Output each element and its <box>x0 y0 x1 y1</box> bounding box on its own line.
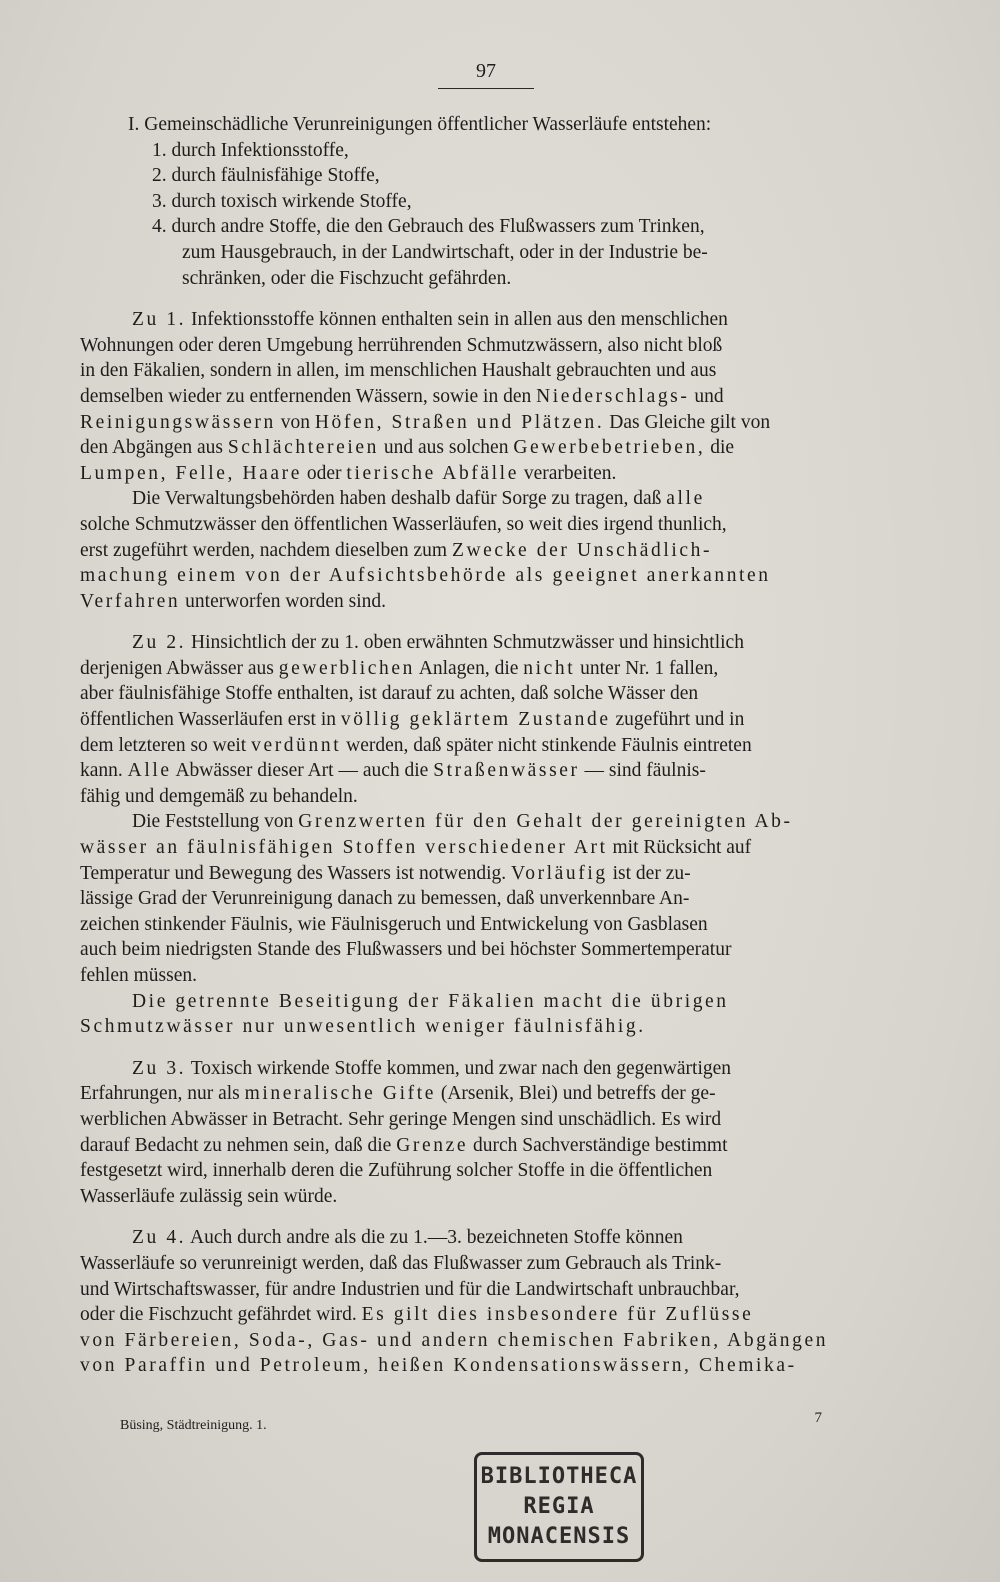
paragraph-zu2: Zu 2. Hinsichtlich der zu 1. oben erwähnten Schmutzwässer und hinsichtlich <box>132 632 744 654</box>
text-line: in den Fäkalien, sondern in allen, im menschlichen Haushalt gebrauchten und aus <box>80 360 717 382</box>
text-line: wässer an fäulnisfähigen Stoffen verschiedener Art mit Rücksicht auf <box>80 837 752 859</box>
text-line: zeichen stinkender Fäulnis, wie Fäulnisgeruch und Entwickelung von Gasblasen <box>80 913 708 935</box>
paragraph-zu4: Zu 4. Auch durch andre als die zu 1.—3. bezeichneten Stoffe können <box>132 1227 683 1249</box>
paragraph-zu1: Zu 1. Infektionsstoffe können enthalten sein in allen aus den menschlichen <box>132 309 728 331</box>
text-line: auch beim niedrigsten Stande des Flußwassers und bei höchster Sommertemperatur <box>80 939 732 961</box>
section-heading: I. Gemeinschädliche Verunreinigungen öffentlicher Wasserläufe entstehen: <box>128 114 712 135</box>
paragraph-label: Zu 4. <box>132 1227 187 1249</box>
text-line: Reinigungswässern von Höfen, Straßen und Plätzen. Das Gleiche gilt von <box>80 411 771 433</box>
paragraph-label: Zu 3. <box>132 1057 187 1079</box>
text-line: solche Schmutzwässer den öffentlichen Wasserläufen, so weit dies irgend thunlich, <box>80 513 727 535</box>
paragraph-zu3: Zu 3. Toxisch wirkende Stoffe kommen, und zwar nach den gegenwärtigen <box>132 1057 732 1079</box>
text-line: machung einem von der Aufsichtsbehörde als geeignet anerkannten <box>80 565 771 587</box>
text-line: Die getrennte Beseitigung der Fäkalien macht die übrigen <box>132 990 729 1012</box>
paragraph-label: Zu 1. <box>132 309 187 331</box>
footer-author: Büsing, Städtreinigung. 1. <box>120 1418 267 1433</box>
list-item: 4. durch andre Stoffe, die den Gebrauch des Flußwassers zum Trinken, <box>152 216 705 238</box>
list-item: 1. durch Infektionsstoffe, <box>152 139 349 161</box>
list-item-continuation: zum Hausgebrauch, in der Landwirtschaft, oder in der Industrie be- <box>182 241 708 263</box>
page-number: 97 <box>476 60 496 82</box>
text-line: Die Feststellung von Grenzwerten für den Gehalt der gereinigten Ab- <box>132 811 793 833</box>
paragraph-label: Zu 2. <box>132 632 187 654</box>
text-line: von Paraffin und Petroleum, heißen Kondensationswässern, Chemika- <box>80 1355 797 1377</box>
text-line: oder die Fischzucht gefährdet wird. Es gilt dies insbesondere für Zuflüsse <box>80 1304 754 1326</box>
text-line: dem letzteren so weit verdünnt werden, daß später nicht stinkende Fäulnis eintreten <box>80 734 752 756</box>
text-line: Wohnungen oder deren Umgebung herrührenden Schmutzwässern, also nicht bloß <box>80 334 723 356</box>
text-line: Lumpen, Felle, Haare oder tierische Abfälle verarbeiten. <box>80 462 617 484</box>
text-line: festgesetzt wird, innerhalb deren die Zuführung solcher Stoffe in die öffentlichen <box>80 1160 713 1182</box>
text-line: Die Verwaltungsbehörden haben deshalb dafür Sorge zu tragen, daß alle <box>132 488 705 510</box>
text-line: derjenigen Abwässer aus gewerblichen Anlagen, die nicht unter Nr. 1 fallen, <box>80 657 719 679</box>
text-line: demselben wieder zu entfernenden Wässern, sowie in den Niederschlags- und <box>80 385 724 407</box>
list-item: 2. durch fäulnisfähige Stoffe, <box>152 165 380 187</box>
stamp-line: BIBLIOTHECA <box>480 1464 638 1489</box>
text-line: Wasserläufe so verunreinigt werden, daß das Flußwasser zum Gebrauch als Trink- <box>80 1252 722 1274</box>
text-line: fehlen müssen. <box>80 965 197 986</box>
text-line: Erfahrungen, nur als mineralische Gifte (Arsenik, Blei) und betreffs der ge- <box>80 1083 716 1105</box>
text-line: von Färbereien, Soda-, Gas- und andern chemischen Fabriken, Abgängen <box>80 1329 829 1351</box>
text-line: aber fäulnisfähige Stoffe enthalten, ist darauf zu achten, daß solche Wässer den <box>80 683 699 705</box>
text-line: darauf Bedacht zu nehmen sein, daß die Grenze durch Sachverständige bestimmt <box>80 1134 728 1156</box>
body-text <box>80 112 910 1379</box>
stamp-line: MONACENSIS <box>487 1524 631 1549</box>
text-line: werblichen Abwässer in Betracht. Sehr geringe Mengen sind unschädlich. Es wird <box>80 1108 722 1130</box>
text-line: Schmutzwässer nur unwesentlich weniger fäulnisfähig. <box>80 1016 646 1038</box>
text-line: öffentlichen Wasserläufen erst in völlig geklärtem Zustande zugeführt und in <box>80 709 745 731</box>
text-line: erst zugeführt werden, nachdem dieselben zum Zwecke der Unschädlich- <box>80 539 713 561</box>
text-line: den Abgängen aus Schlächtereien und aus solchen Gewerbebetrieben, die <box>80 437 735 459</box>
list-item: 3. durch toxisch wirkende Stoffe, <box>152 190 412 212</box>
list-item-continuation: schränken, oder die Fischzucht gefährden. <box>182 267 512 289</box>
footer-signature: 7 <box>814 1410 822 1426</box>
text-line: lässige Grad der Verunreinigung danach zu bemessen, daß unverkennbare An- <box>80 888 690 910</box>
text-line: fähig und demgemäß zu behandeln. <box>80 785 358 807</box>
stamp-line: REGIA <box>523 1494 595 1519</box>
text-line: kann. Alle Abwässer dieser Art — auch die Straßenwässer — sind fäulnis- <box>80 760 706 782</box>
library-stamp <box>474 1452 644 1562</box>
text-line: Verfahren unterworfen worden sind. <box>80 590 387 612</box>
text-line: und Wirtschaftswasser, für andre Industrien und für die Landwirtschaft unbrauchbar, <box>80 1278 740 1300</box>
text-line: Wasserläufe zulässig sein würde. <box>80 1185 338 1207</box>
page-number-rule <box>438 88 534 89</box>
text-line: Temperatur und Bewegung des Wassers ist notwendig. Vorläufig ist der zu- <box>80 862 691 884</box>
